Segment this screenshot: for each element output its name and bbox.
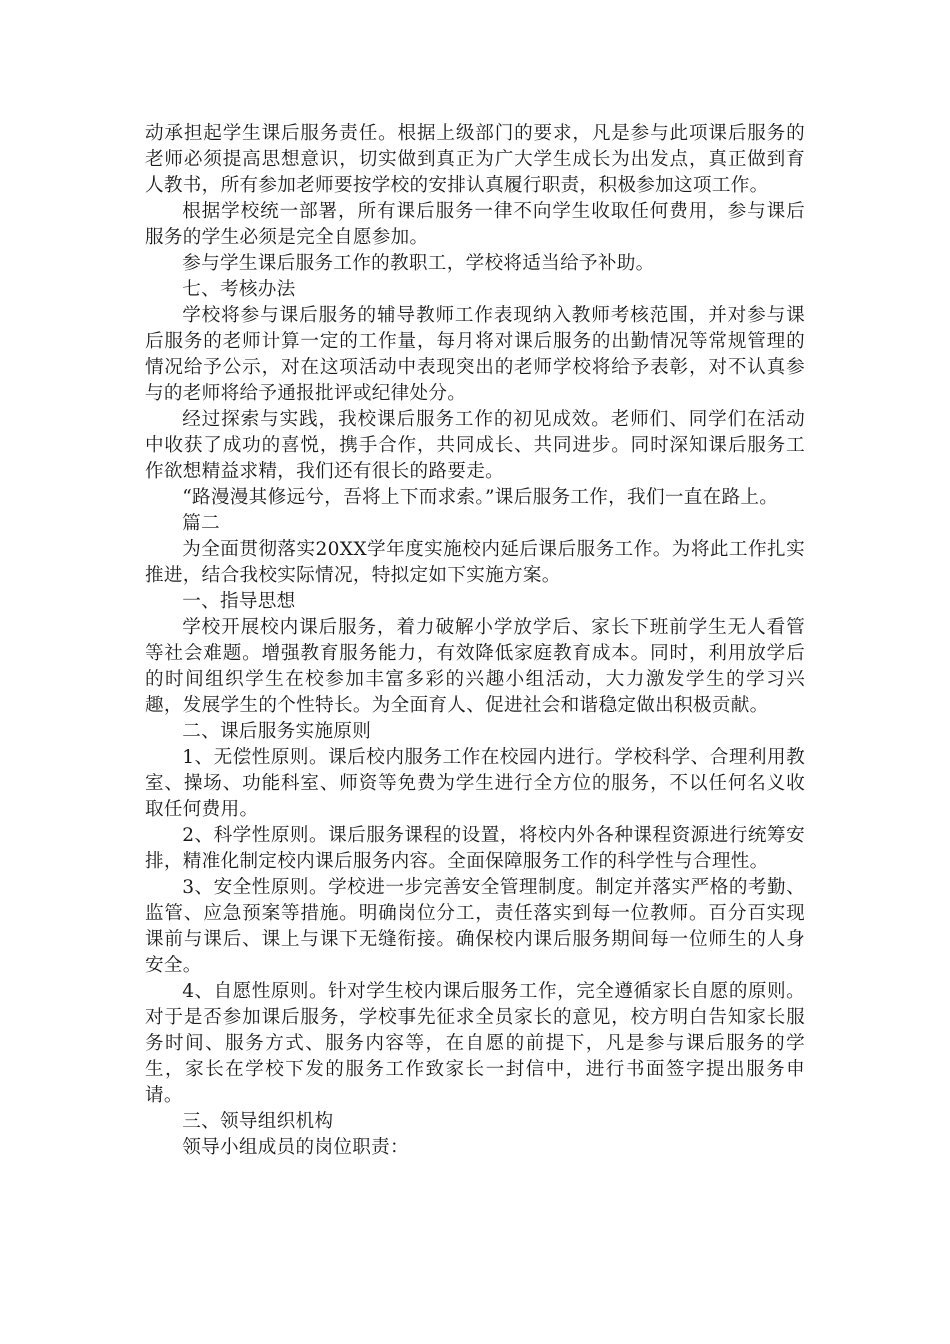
heading-part-two: 篇二 bbox=[182, 513, 220, 534]
paragraph-principle-scientific: 2、科学性原则。课后服务课程的设置，将校内外各种课程资源进行统筹安排，精准化制定校内课后服务内容。全面保障服务工作的科学性与合理性。 bbox=[145, 825, 805, 872]
paragraph-assessment: 学校将参与课后服务的辅导教师工作表现纳入教师考核范围，并对参与课后服务的老师计算一定的工作量，每月将对课后服务的出勤情况等常规管理的情况给予公示，对在这项活动中表现突出的老师学校将给予表彰，对不认真参与的老师将给予通报批评或纪律处分。 bbox=[145, 305, 805, 404]
paragraph-guiding-ideology: 学校开展校内课后服务，着力破解小学放学后、家长下班前学生无人看管等社会难题。增强教育服务能力，有效降低家庭教育成本。同时，利用放学后的时间组织学生在校参加丰富多彩的兴趣小组活动，大力激发学生的学习兴趣，发展学生的个性特长。为全面育人、促进社会和谐稳定做出积极贡献。 bbox=[145, 617, 805, 716]
paragraph-free-service: 根据学校统一部署，所有课后服务一律不向学生收取任何费用，参与课后服务的学生必须是完全自愿参加。 bbox=[145, 201, 805, 248]
paragraph-intro: 为全面贯彻落实20XX学年度实施校内延后课后服务工作。为将此工作扎实推进，结合我校实际情况，特拟定如下实施方案。 bbox=[145, 539, 805, 586]
paragraph-quote: “路漫漫其修远兮，吾将上下而求索。”课后服务工作，我们一直在路上。 bbox=[182, 487, 779, 508]
paragraph-continuation: 动承担起学生课后服务责任。根据上级部门的要求，凡是参与此项课后服务的老师必须提高思想意识，切实做到真正为广大学生成长为出发点，真正做到育人教书，所有参加老师要按学校的安排认真履行职责，积极参加这项工作。 bbox=[145, 123, 805, 196]
document-page bbox=[145, 121, 805, 1161]
paragraph-principle-voluntary: 4、自愿性原则。针对学生校内课后服务工作，完全遵循家长自愿的原则。对于是否参加课后服务，学校事先征求全员家长的意见，校方明白告知家长服务时间、服务方式、服务内容等，在自愿的前提下，凡是参与课后服务的学生，家长在学校下发的服务工作致家长一封信中，进行书面签字提出服务申请。 bbox=[145, 981, 805, 1106]
heading-assessment: 七、考核办法 bbox=[182, 279, 296, 300]
paragraph-subsidy: 参与学生课后服务工作的教职工，学校将适当给予补助。 bbox=[182, 253, 655, 274]
paragraph-results: 经过探索与实践，我校课后服务工作的初见成效。老师们、同学们在活动中收获了成功的喜悦，携手合作，共同成长、共同进步。同时深知课后服务工作欲想精益求精，我们还有很长的路要走。 bbox=[145, 409, 805, 482]
heading-principles: 二、课后服务实施原则 bbox=[182, 721, 372, 742]
paragraph-principle-free: 1、无偿性原则。课后校内服务工作在校园内进行。学校科学、合理利用教室、操场、功能科室、师资等免费为学生进行全方位的服务，不以任何名义收取任何费用。 bbox=[145, 747, 805, 820]
heading-leadership: 三、领导组织机构 bbox=[182, 1111, 334, 1132]
paragraph-principle-safety: 3、安全性原则。学校进一步完善安全管理制度。制定并落实严格的考勤、监管、应急预案等措施。明确岗位分工，责任落实到每一位教师。百分百实现课前与课后、课上与课下无缝衔接。确保校内课后服务期间每一位师生的人身安全。 bbox=[145, 877, 805, 976]
heading-guiding-ideology: 一、指导思想 bbox=[182, 591, 296, 612]
paragraph-leadership-duties: 领导小组成员的岗位职责： bbox=[182, 1137, 409, 1158]
